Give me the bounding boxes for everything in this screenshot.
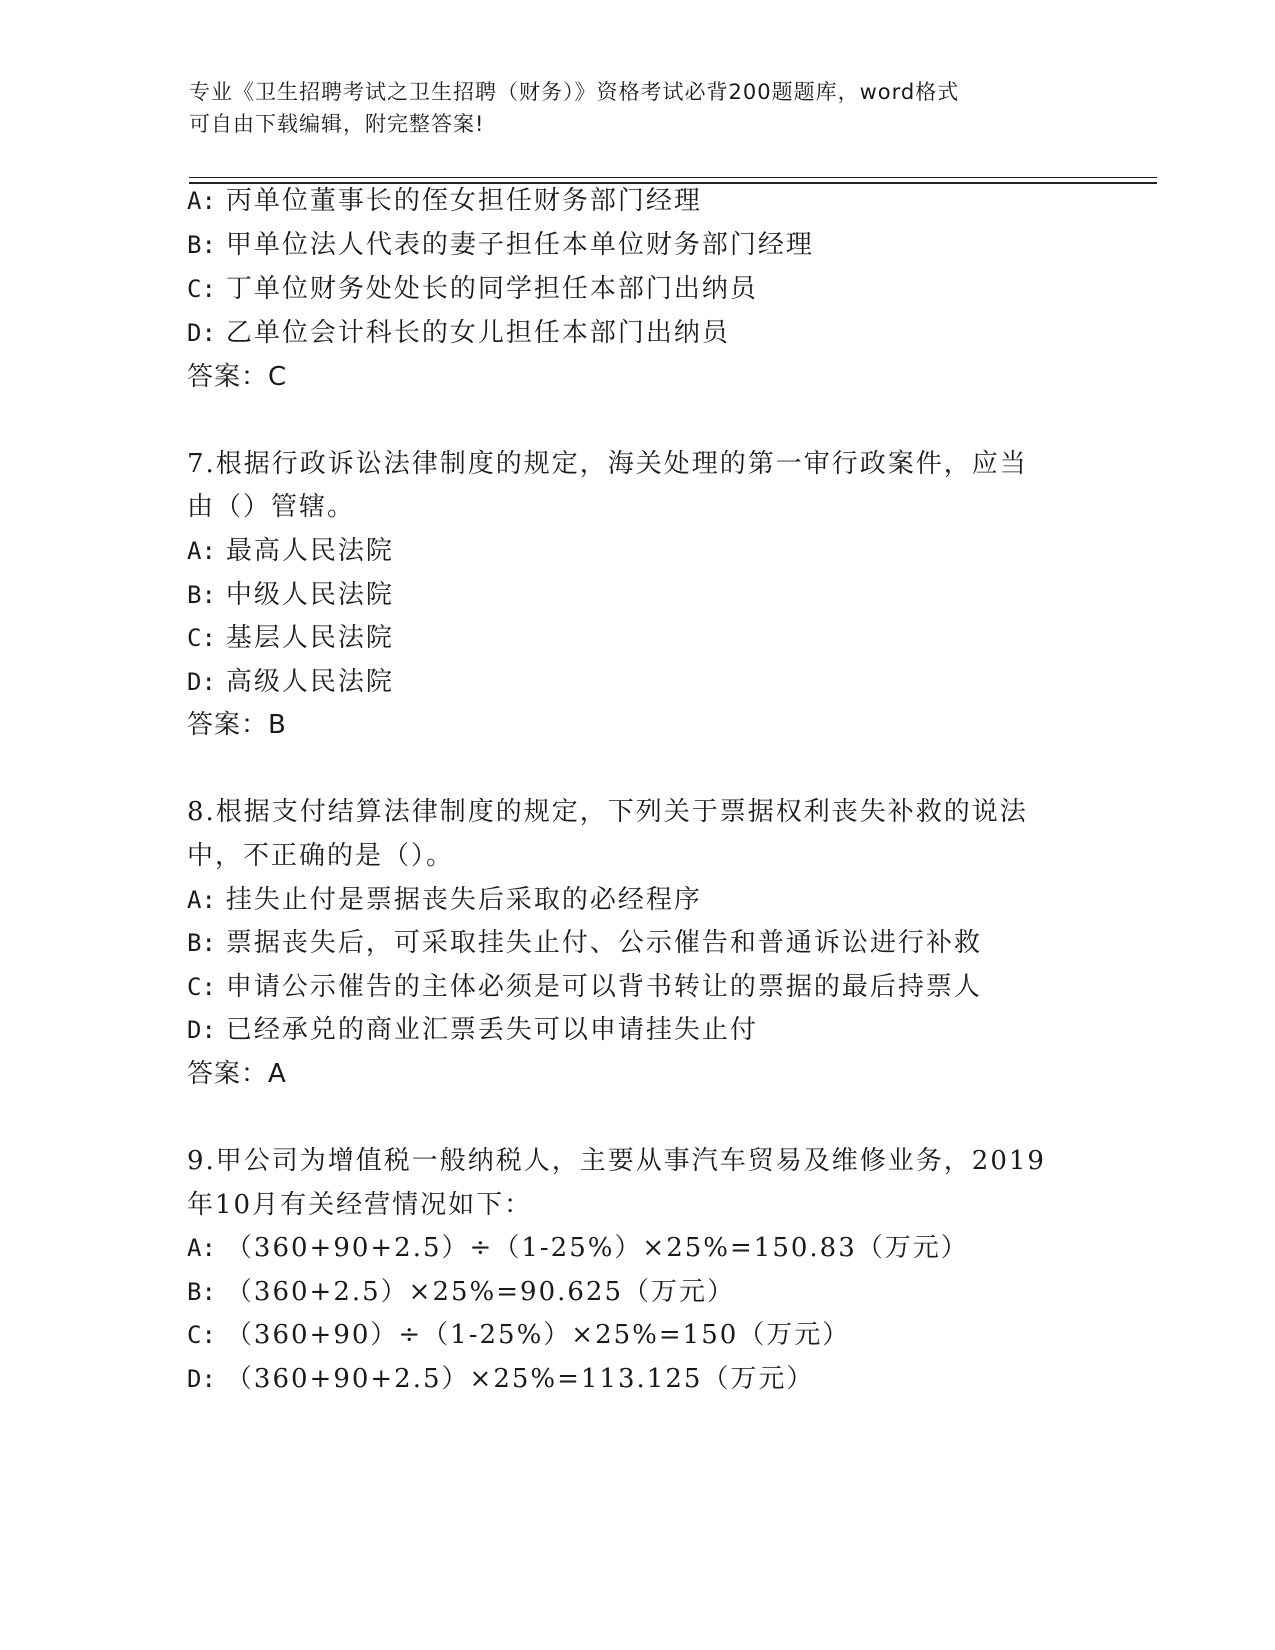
option-label: A:: [187, 537, 216, 565]
option-text: 丙单位董事长的侄女担任财务部门经理: [225, 186, 702, 216]
option-label: B:: [187, 1278, 216, 1306]
q6-option-d: [187, 318, 730, 348]
q7-option-b: [187, 580, 394, 610]
q7-stem-line-1: 7.根据行政诉讼法律制度的规定，海关处理的第一审行政案件，应当: [187, 449, 1028, 479]
option-label: B:: [187, 581, 216, 609]
q8-stem-line-2: 中，不正确的是（）。: [187, 841, 455, 871]
q7-option-a: [187, 536, 394, 566]
option-text: 乙单位会计科长的女儿担任本部门出纳员: [225, 318, 730, 348]
option-text: 票据丧失后，可采取挂失止付、公示催告和普通诉讼进行补救: [225, 928, 982, 958]
q9-option-d: [187, 1364, 814, 1394]
q9-stem-line-1: 9.甲公司为增值税一般纳税人，主要从事汽车贸易及维修业务，2019: [187, 1146, 1046, 1176]
option-text: 申请公示催告的主体必须是可以背书转让的票据的最后持票人: [225, 972, 982, 1002]
option-label: C:: [187, 275, 216, 303]
option-text: 高级人民法院: [225, 667, 394, 697]
option-text: （360+90+2.5）÷（1-25%）×25%=150.83（万元）: [225, 1233, 969, 1263]
header-divider-thick: [189, 182, 1157, 184]
option-label: A:: [187, 886, 216, 914]
header-title-line-2: 可自由下载编辑，附完整答案!: [189, 112, 485, 136]
q6-option-c: [187, 274, 758, 304]
q8-option-a: [187, 885, 702, 915]
q6-answer: 答案：C: [187, 362, 288, 392]
option-label: B:: [187, 231, 216, 259]
option-label: D:: [187, 319, 216, 347]
document-header: [189, 76, 1089, 140]
option-label: D:: [187, 1016, 216, 1044]
q8-stem-line-1: 8.根据支付结算法律制度的规定，下列关于票据权利丧失补救的说法: [187, 797, 1028, 827]
q9-option-a: [187, 1233, 969, 1263]
option-label: C:: [187, 1321, 216, 1349]
option-label: A:: [187, 1234, 216, 1262]
option-text: （360+90+2.5）×25%=113.125（万元）: [225, 1364, 815, 1394]
option-text: 已经承兑的商业汇票丢失可以申请挂失止付: [225, 1015, 758, 1045]
option-label: A:: [187, 187, 216, 215]
q8-option-b: [187, 928, 982, 958]
option-text: 丁单位财务处处长的同学担任本部门出纳员: [225, 274, 758, 304]
q7-option-c: [187, 623, 394, 653]
q9-option-b: [187, 1277, 735, 1307]
q8-option-d: [187, 1015, 758, 1045]
q8-answer: 答案：A: [187, 1059, 287, 1089]
option-text: 挂失止付是票据丧失后采取的必经程序: [225, 885, 702, 915]
q9-option-c: [187, 1320, 850, 1350]
option-label: C:: [187, 973, 216, 1001]
q9-stem-line-2: 年10月有关经营情况如下：: [187, 1190, 533, 1220]
q6-option-a: [187, 186, 702, 216]
option-text: 中级人民法院: [225, 580, 394, 610]
option-label: B:: [187, 929, 216, 957]
q8-option-c: [187, 972, 982, 1002]
option-text: 基层人民法院: [225, 623, 394, 653]
option-label: D:: [187, 1365, 216, 1393]
header-divider-thin: [189, 177, 1157, 178]
option-text: 甲单位法人代表的妻子担任本单位财务部门经理: [225, 230, 814, 260]
q6-option-b: [187, 230, 814, 260]
q7-answer: 答案：B: [187, 710, 287, 740]
option-text: 最高人民法院: [225, 536, 394, 566]
option-text: （360+2.5）×25%=90.625（万元）: [225, 1277, 736, 1307]
option-text: （360+90）÷（1-25%）×25%=150（万元）: [225, 1320, 851, 1350]
q7-option-d: [187, 667, 394, 697]
q7-stem-line-2: 由（）管辖。: [187, 492, 356, 522]
header-title-line-1: 专业《卫生招聘考试之卫生招聘（财务）》资格考试必背200题题库，word格式: [189, 80, 960, 104]
option-label: D:: [187, 668, 216, 696]
option-label: C:: [187, 624, 216, 652]
